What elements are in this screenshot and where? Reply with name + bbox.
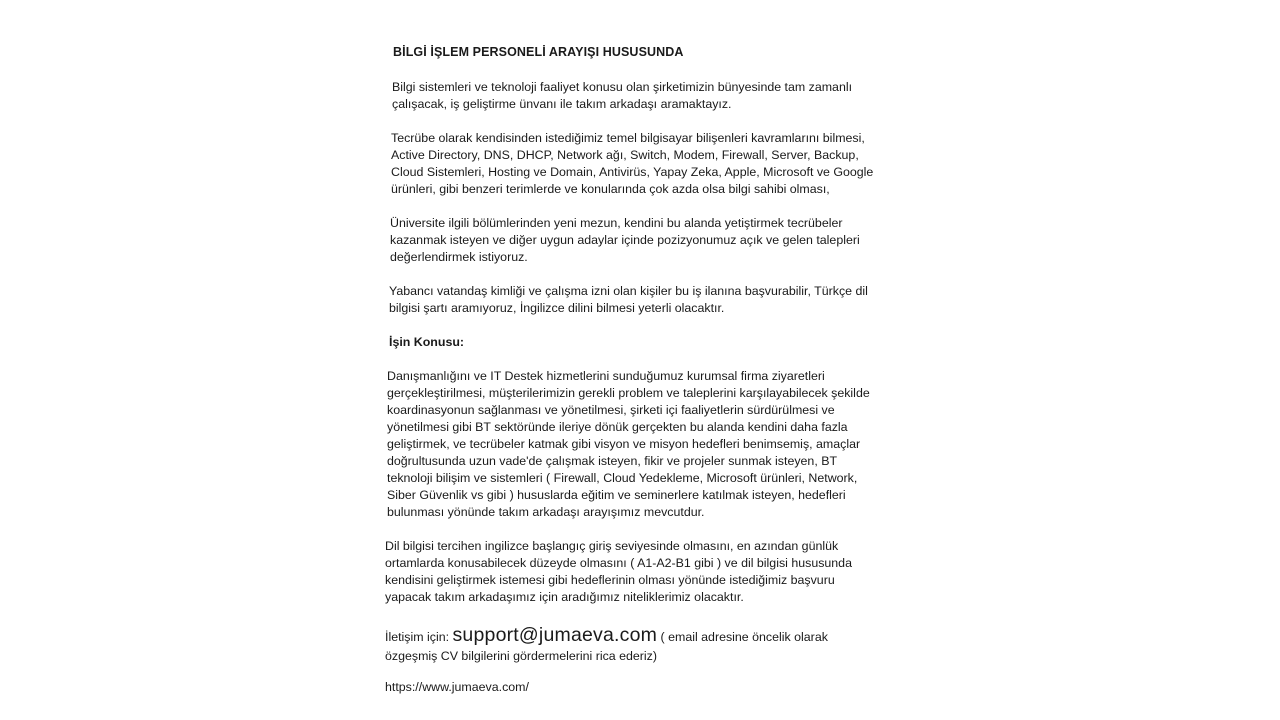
experience-paragraph: Tecrübe olarak kendisinden istediğimiz temel bilgisayar bilişenleri kavramlarını bilmesi, Active Directory, DNS, DHCP, Network ağı, Switch, Modem, Firewall, Server, Backup, Cloud Sistemleri, Hosting ve Domain, Antivirüs, Yapay Zeka, Apple, Microsoft ve Google ürünleri, gibi benzeri terimlerde ve konularında çok azda olsa bilgi sahibi olması, [391,131,874,196]
intro-paragraph: Bilgi sistemleri ve teknoloji faaliyet konusu olan şirketimizin bünyesinde tam zamanlı çalışacak, iş geliştirme ünvanı ile takım arkadaşı aramaktayız. [392,80,853,111]
contact-block [385,626,875,666]
language-paragraph: Dil bilgisi tercihen ingilizce başlangıç giriş seviyesinde olmasını, en azından günlük ortamlarda konusabilecek düzeyde olmasını ( A1-A2-B1 gibi ) ve dil bilgisi hususunda kendisini geliştirmek istemesi gibi hedeflerinin olması yönünde istediğimiz başvuru yapacak takım arkadaşımız için aradığımız niteliklerimiz olacaktır. [385,539,852,604]
website-link[interactable]: https://www.jumaeva.com/ [385,680,529,694]
document-title: BİLGİ İŞLEM PERSONELİ ARAYIŞI HUSUSUNDA [393,45,684,59]
job-description-paragraph: Danışmanlığını ve IT Destek hizmetlerini sunduğumuz kurumsal firma ziyaretleri gerçekleştirilmesi, müşterilerimizin gerekli problem ve taleplerini karşılayabilecek şekilde koardinasyonun sağlanması ve yönetilmesi, şirketi içi faaliyetlerin sürdürülmesi ve yönetilmesi gibi BT sektöründe ileriye dönük gerçekten bu alanda kendini daha fazla geliştirmek, ve tecrübeler katmak gibi visyon ve misyon hedefleri benimsemiş, amaçlar doğrultusunda uzun vade'de çalışmak isteyen, fikir ve projeler sunmak isteyen, BT teknoloji bilişim ve sistemleri ( Firewall, Cloud Yedekleme, Microsoft ürünleri, Network, Siber Güvenlik vs gibi ) hususlarda eğitim ve seminerlere katılmak isteyen, hedefleri bulunması yönünde takım arkadaşı arayışımız mevcutdur. [387,369,870,519]
contact-note: ( email adresine öncelik olarak özgeşmiş CV bilgilerini gördermelerini rica ederiz) [385,630,828,663]
document-page [385,44,875,696]
contact-label: İletişim için: [385,630,450,644]
graduates-paragraph: Üniversite ilgili bölümlerinden yeni mezun, kendini bu alanda yetiştirmek tecrübeler kazanmak isteyen ve diğer uygun adaylar içinde pozizyonumuz açık ve gelen talepleri değerlendirmek istiyoruz. [390,216,860,264]
foreigners-paragraph: Yabancı vatandaş kimliği ve çalışma izni olan kişiler bu iş ilanına başvurabilir, Türkçe dil bilgisi şartı aramıyoruz, İngilizce dilini bilmesi yeterli olacaktır. [389,284,868,315]
section-heading: İşin Konusu: [389,335,465,349]
contact-email[interactable]: support@jumaeva.com [452,624,658,646]
